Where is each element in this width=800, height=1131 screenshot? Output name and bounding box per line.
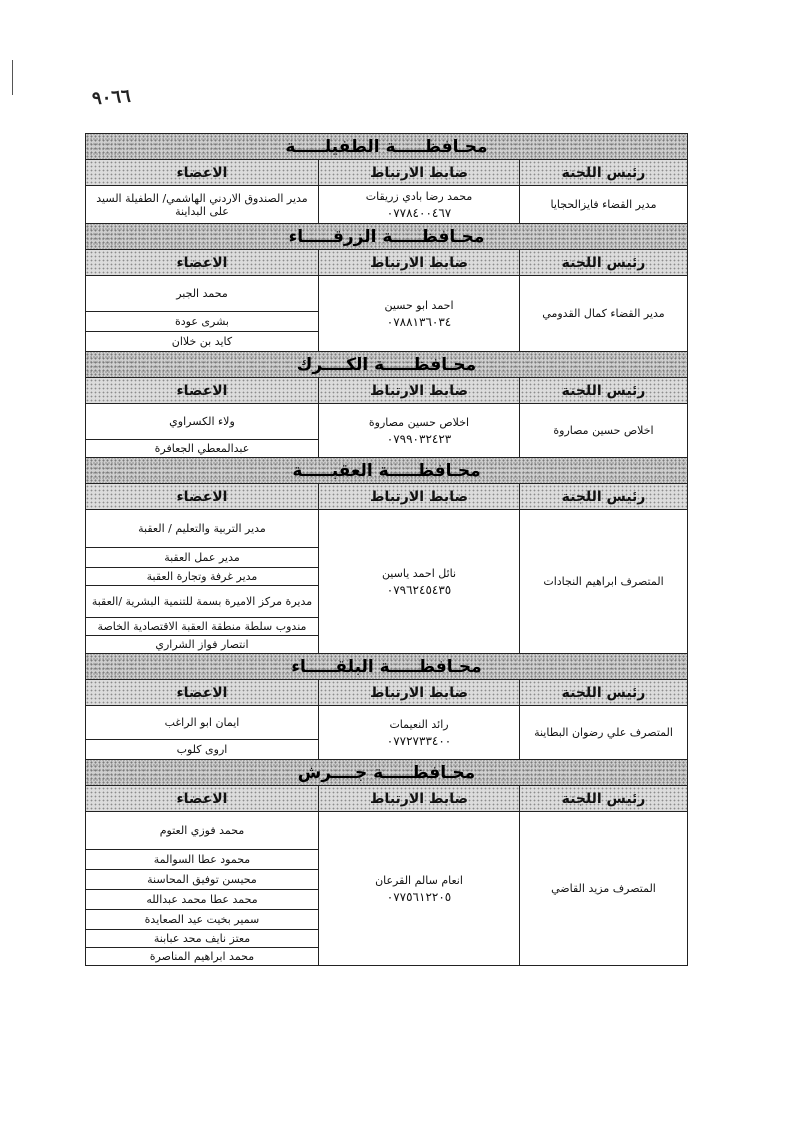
committee-member: محمد فوزي العتوم [85,812,318,850]
header-liaison: ضابط الارتباط [319,378,520,404]
committee-head: المتصرف مزيد القاضي [520,812,688,966]
committee-member: معتز نايف محد عبابنة [85,930,318,948]
committee-member: كايد بن خلاان [85,332,318,352]
header-liaison: ضابط الارتباط [319,786,520,812]
header-liaison: ضابط الارتباط [319,680,520,706]
committee-member: اروى كلوب [85,740,318,760]
liaison-phone: ٠٧٩٦٢٤٥٤٣٥ [386,582,452,597]
liaison-name: انعام سالم القرعان [375,873,463,887]
member-row [85,276,687,312]
liaison-phone: ٠٧٧٨٤٠٠٤٦٧ [386,205,452,220]
liaison-officer [319,276,520,352]
liaison-officer [319,706,520,760]
member-row [85,510,687,548]
governorate-title: محـافظـــــة الطفيلـــــة [85,134,687,160]
committee-member: محمد عطا محمد عبدالله [85,890,318,910]
liaison-phone: ٠٧٧٢٧٣٣٤٠٠ [386,733,452,748]
header-head: رئيس اللجنة [520,250,688,276]
liaison-name: رائد النعيمات [389,717,449,731]
header-members: الاعضاء [85,484,318,510]
header-head: رئيس اللجنة [520,378,688,404]
liaison-officer [319,404,520,458]
committee-member: محمد ابراهيم المناصرة [85,948,318,966]
committee-member: مندوب سلطة منطقة العقبة الاقتصادية الخاصة [85,618,318,636]
header-head: رئيس اللجنة [520,680,688,706]
column-header-row [85,484,687,510]
header-members: الاعضاء [85,786,318,812]
governorate-row [85,134,687,160]
liaison-officer [319,510,520,654]
committee-member: مدير الصندوق الاردني الهاشمي/ الطفيلة السيد على البداينة [85,186,318,224]
committee-member: محمود عطا السوالمة [85,850,318,870]
liaison-name: احمد ابو حسين [384,298,454,312]
header-head: رئيس اللجنة [520,484,688,510]
committee-head: مدير القضاء كمال القدومي [520,276,688,352]
column-header-row [85,160,687,186]
committee-head: اخلاص حسين مصاروة [520,404,688,458]
committee-head: المتصرف علي رضوان البطاينة [520,706,688,760]
liaison-name: اخلاص حسين مصاروة [368,415,470,429]
header-members: الاعضاء [85,250,318,276]
header-members: الاعضاء [85,160,318,186]
scan-edge-line [12,60,13,95]
committees-document [86,133,688,966]
committee-member: عبدالمعطي الجعافرة [85,440,318,458]
committee-head: مدير القضاء فايزالحجايا [520,186,688,224]
governorate-title: محـافظـــــة البلقـــــاء [85,654,687,680]
member-row [85,706,687,740]
member-row [85,186,687,224]
header-liaison: ضابط الارتباط [319,484,520,510]
governorate-title: محـافظـــــة الزرقـــــاء [85,224,687,250]
column-header-row [85,250,687,276]
governorate-row [85,458,687,484]
column-header-row [85,378,687,404]
committee-member: بشرى عودة [85,312,318,332]
committee-member: انتصار فواز الشراري [85,636,318,654]
governorate-row [85,654,687,680]
committee-head: المتصرف ابراهيم النجادات [520,510,688,654]
liaison-phone: ٠٧٩٩٠٣٢٤٢٣ [386,431,452,446]
header-liaison: ضابط الارتباط [319,250,520,276]
governorate-row [85,352,687,378]
header-head: رئيس اللجنة [520,160,688,186]
column-header-row [85,680,687,706]
committee-member: ولاء الكسراوي [85,404,318,440]
committee-member: مدير التربية والتعليم / العقبة [85,510,318,548]
governorate-title: محـافظـــــة الكــــرك [85,352,687,378]
governorate-row [85,760,687,786]
liaison-officer [319,812,520,966]
header-members: الاعضاء [85,680,318,706]
member-row [85,404,687,440]
liaison-name: نائل احمد ياسين [381,566,457,580]
committee-member: محمد الجبر [85,276,318,312]
header-liaison: ضابط الارتباط [319,160,520,186]
liaison-officer [319,186,520,224]
committee-member: سمير بخيت عيد الصعايدة [85,910,318,930]
header-members: الاعضاء [85,378,318,404]
committees-table [85,133,688,966]
governorate-row [85,224,687,250]
header-head: رئيس اللجنة [520,786,688,812]
governorate-title: محـافظـــــة العقبـــــة [85,458,687,484]
committee-member: مدير غرفة وتجارة العقبة [85,568,318,586]
member-row [85,812,687,850]
committee-member: مدير عمل العقبة [85,548,318,568]
governorate-title: محـافظـــــة جــــرش [85,760,687,786]
column-header-row [85,786,687,812]
liaison-phone: ٠٧٧٥٦١٢٢٠٥ [386,889,452,904]
liaison-name: محمد رضا بادي زريقات [365,189,473,203]
liaison-phone: ٠٧٨٨١٣٦٠٣٤ [386,314,452,329]
handwritten-page-mark: ٩٠٦٦ [91,85,132,110]
committee-member: مديرة مركز الاميرة بسمة للتنمية البشرية /العقبة [85,586,318,618]
committee-member: ايمان ابو الراغب [85,706,318,740]
committee-member: محيسن توفيق المحاسنة [85,870,318,890]
